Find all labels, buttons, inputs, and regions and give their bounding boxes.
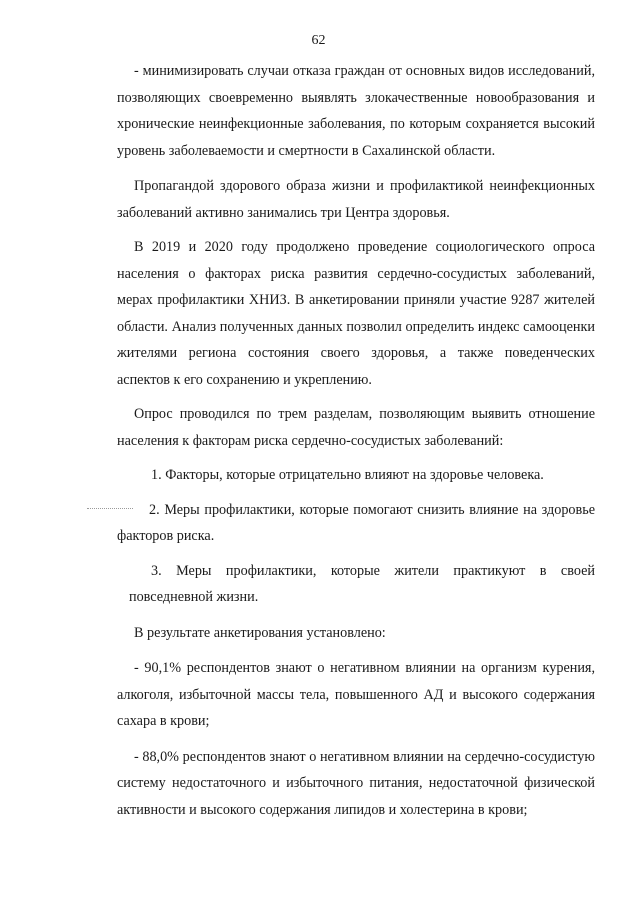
page-number: 62: [311, 33, 326, 48]
paragraph-results-intro: В результате анкетирования установлено:: [134, 624, 386, 641]
paragraph-survey: В 2019 и 2020 году продолжено проведение социологического опроса населения о факторах риска развития сердечно-сосудистых заболеваний, мерах профилактики ХНИЗ. В анкетировании приняли участие 9287 жителей области. Анализ полученных данных позволил определить индекс самооценки жителями региона состояния своего здоровья, а также поведенческих аспектов к его сохранению и укреплению.: [117, 239, 595, 388]
body-text: [117, 58, 595, 823]
list-item-2: [117, 497, 595, 550]
paragraph-result-1: - 90,1% респондентов знают о негативном влиянии на организм курения, алкоголя, избыточной массы тела, повышенного АД и высокого содержания сахара в крови;: [117, 660, 595, 729]
paragraph-minimize-refusals: - минимизировать случаи отказа граждан от основных видов исследований, позволяющих своевременно выявлять злокачественные новообразования и хронические неинфекционные заболевания, по которым сохраняется высокий уровень заболеваемости и смертности в Сахалинской области.: [117, 63, 595, 159]
list-item-3: 3. Меры профилактики, которые жители практикуют в своей повседневной жизни.: [129, 562, 595, 605]
list-item-1: 1. Факторы, которые отрицательно влияют на здоровье человека.: [151, 467, 544, 483]
paragraph-survey-sections: Опрос проводился по трем разделам, позволяющим выявить отношение населения к факторам риска сердечно-сосудистых заболеваний:: [117, 406, 595, 449]
paragraph-result-2: - 88,0% респондентов знают о негативном влиянии на сердечно-сосудистую систему недостаточного и избыточного питания, недостаточной физической активности и высокого содержания липидов и холестерина в крови;: [117, 748, 595, 818]
paragraph-health-centers: Пропагандой здорового образа жизни и профилактикой неинфекционных заболеваний активно занимались три Центра здоровья.: [117, 178, 595, 221]
list-item-2-text: 2. Меры профилактики, которые помогают снизить влияние на здоровье факторов риска.: [117, 501, 595, 544]
scan-artifact: [87, 508, 133, 510]
